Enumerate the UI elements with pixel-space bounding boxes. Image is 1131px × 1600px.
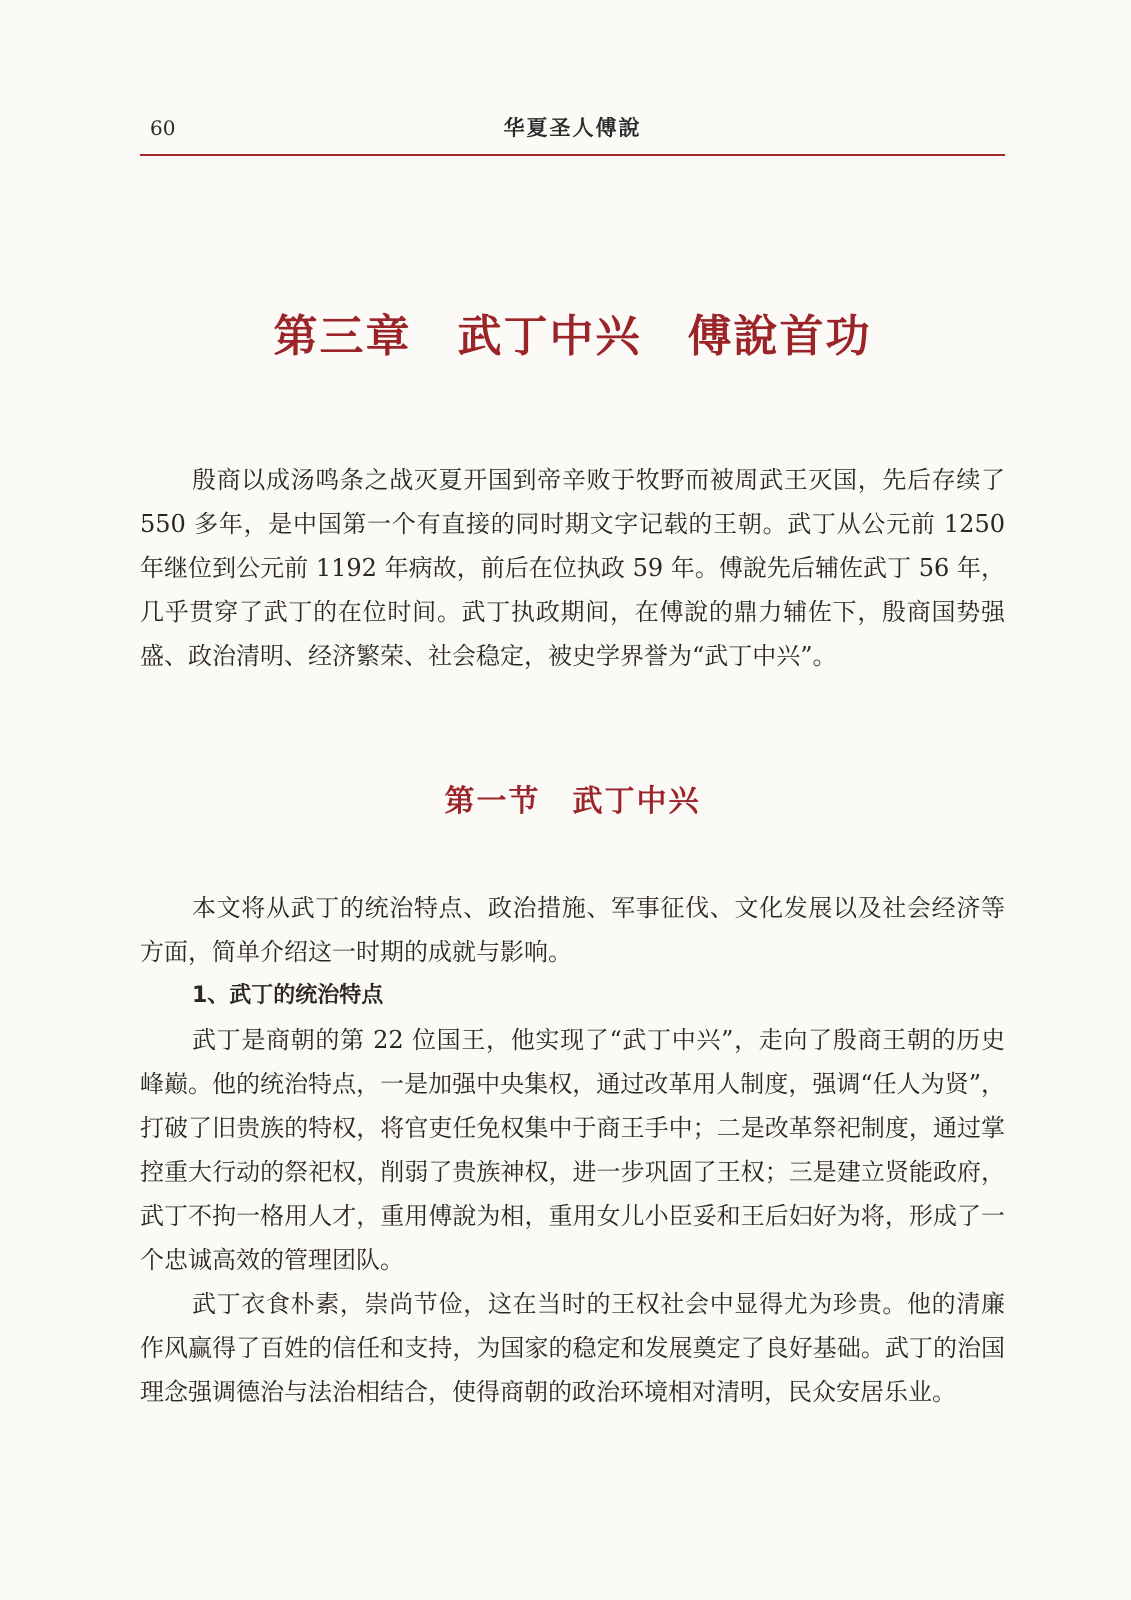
section-title: 第一节 武丁中兴 <box>444 784 701 819</box>
subheading: 1、武丁的统治特点 <box>192 983 384 1008</box>
body-paragraph: 武丁衣食朴素，崇尚节俭，这在当时的王权社会中显得尤为珍贵。他的清廉作风赢得了百姓的信任和支持，为国家的稳定和发展奠定了良好基础。武丁的治国理念强调德治与法治相结合，使得商朝的政治环境相对清明，民众安居乐业。 <box>140 1290 1005 1406</box>
body-paragraph: 武丁是商朝的第 22 位国王，他实现了“武丁中兴”，走向了殷商王朝的历史峰巅。他的统治特点，一是加强中央集权，通过改革用人制度，强调“任人为贤”，打破了旧贵族的特权，将官吏任免权集中于商王手中；二是改革祭祀制度，通过掌控重大行动的祭祀权，削弱了贵族神权，进一步巩固了王权；三是建立贤能政府，武丁不拘一格用人才，重用傅說为相，重用女儿小臣妥和王后妇好为将，形成了一个忠诚高效的管理团队。 <box>140 1026 1005 1274</box>
header-divider <box>140 154 1005 156</box>
running-head-title: 华夏圣人傅說 <box>503 115 642 140</box>
section-intro-paragraph: 本文将从武丁的统治特点、政治措施、军事征伐、文化发展以及社会经济等方面，简单介绍这一时期的成就与影响。 <box>140 894 1005 966</box>
page-header <box>140 108 1005 156</box>
intro-paragraph: 殷商以成汤鸣条之战灭夏开国到帝辛败于牧野而被周武王灭国，先后存续了 550 多年，是中国第一个有直接的同时期文字记载的王朝。武丁从公元前 1250 年继位到公元前 1192 年病故，前后在位执政 59 年。傅說先后辅佐武丁 56 年，几乎贯穿了武丁的在位时间。武丁执政期间，在傅說的鼎力辅佐下，殷商国势强盛、政治清明、经济繁荣、社会稳定，被史学界誉为“武丁中兴”。 <box>140 466 1005 670</box>
chapter-title: 第三章 武丁中兴 傅說首功 <box>273 311 872 362</box>
page-number: 60 <box>150 116 176 140</box>
